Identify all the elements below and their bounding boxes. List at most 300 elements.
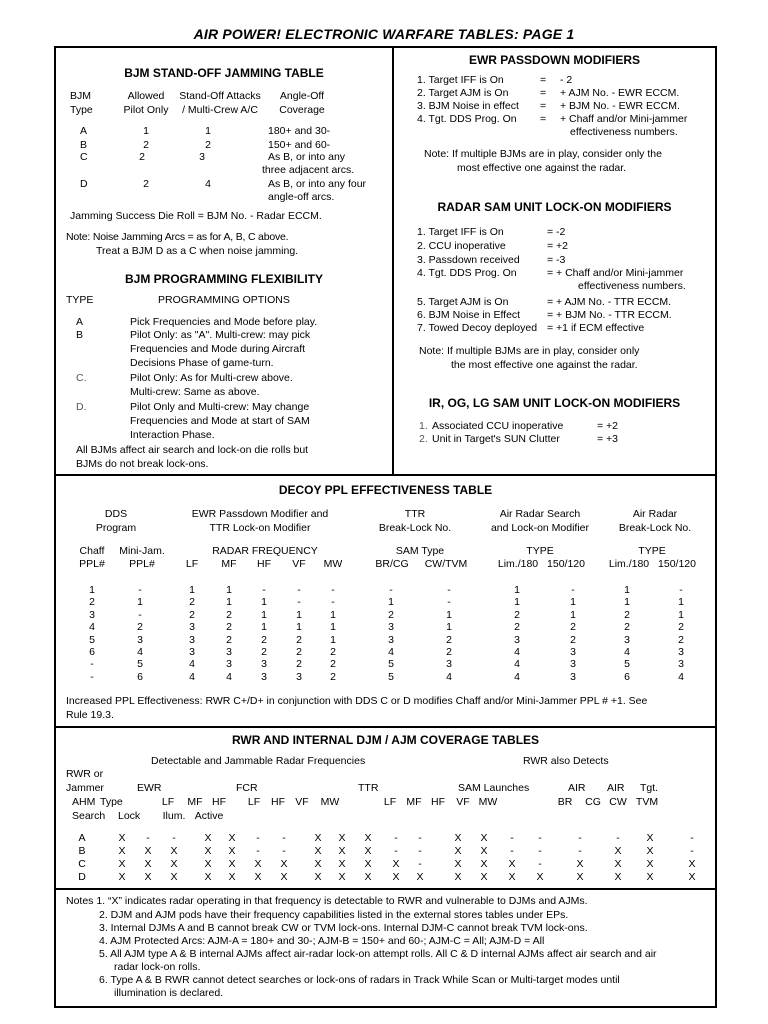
bjm-col-pilot-2: Pilot Only	[123, 104, 169, 116]
rwr-cell: X	[536, 871, 544, 883]
rwr-fcr-freq-header: HF	[271, 796, 285, 808]
decoy-cell: 2	[226, 608, 232, 621]
prog-d-line: Pilot Only and Multi-crew: May change	[130, 401, 310, 413]
bjm-row-multi: 2	[205, 139, 211, 151]
decoy-cell: 2	[296, 658, 302, 671]
decoy-cell: -	[138, 608, 142, 621]
decoy-cell: 4	[388, 646, 394, 658]
decoy-cell: 1	[330, 621, 336, 634]
rwr-ewr-active-header: Active	[194, 810, 224, 822]
decoy-freq-header: MF	[221, 558, 237, 570]
decoy-cell: 5	[388, 670, 394, 683]
rwr-cell: B	[78, 845, 86, 857]
decoy-cell: -	[90, 670, 94, 683]
decoy-cell: 2	[296, 633, 302, 646]
decoy-cell: 2	[446, 646, 452, 658]
ewr-label: 3. BJM Noise in effect	[417, 100, 519, 112]
note-6a: 6. Type A & B RWR cannot detect searches or lock-ons of radars in Track While Scan or Multi-target modes until	[99, 974, 620, 986]
rwr-cell: X	[204, 871, 212, 883]
decoy-type2: TYPE	[638, 545, 666, 557]
rwr-cell: X	[646, 858, 654, 870]
rwr-grp-ttr: TTR	[358, 782, 379, 794]
decoy-cell: 3	[678, 658, 684, 671]
decoy-type: TYPE	[526, 545, 554, 557]
decoy-cell: 2	[570, 633, 576, 646]
decoy-cell: 2	[89, 596, 95, 609]
radar-sam-val: = + BJM No. - TTR ECCM.	[547, 309, 672, 321]
radar-sam-note-1: Note: If multiple BJMs are in play, consider only	[419, 345, 640, 357]
rwr-heading: RWR AND INTERNAL DJM / AJM COVERAGE TABLES	[231, 733, 540, 747]
radar-sam-label: 4. Tgt. DDS Prog. On	[417, 267, 517, 279]
ewr-label: 2. Target AJM is On	[417, 87, 509, 99]
rwr-cell: X	[204, 832, 212, 844]
rwr-cell: -	[690, 845, 694, 857]
rwr-cell: -	[282, 845, 286, 857]
decoy-freq-header: MW	[323, 558, 343, 570]
rwr-ewr-freq-header: HF	[212, 796, 226, 808]
decoy-cell: 1	[678, 596, 684, 609]
decoy-cell: 3	[446, 658, 452, 671]
rwr-cell: -	[256, 832, 260, 844]
rwr-cell: X	[480, 858, 488, 870]
decoy-cell: 3	[388, 633, 394, 646]
rwr-cell: X	[392, 858, 400, 870]
decoy-footnote-2: Rule 19.3.	[66, 709, 114, 721]
prog-b-line: Decisions Phase of game-turn.	[130, 357, 274, 369]
decoy-cell: -	[138, 584, 142, 596]
rwr-cell: X	[364, 845, 372, 857]
note-5b: radar lock-on rolls.	[114, 961, 201, 973]
decoy-chaff-1: Chaff	[79, 545, 105, 557]
decoy-cell: 2	[624, 621, 630, 634]
bjm-prog-heading: BJM PROGRAMMING FLEXIBILITY	[125, 272, 323, 286]
note-1: Notes 1. “X” indicates radar operating in that frequency is detectable to RWR and vulnerable to DJMs and AJMs.	[66, 895, 588, 907]
decoy-cell: 3	[89, 608, 95, 621]
radar-sam-label: 5. Target AJM is On	[417, 296, 509, 308]
rwr-cell: X	[364, 832, 372, 844]
rwr-cell: -	[690, 832, 694, 844]
decoy-cell: 1	[189, 584, 195, 596]
prog-b-label: B	[76, 329, 84, 341]
rwr-grp-ewr: EWR	[137, 782, 162, 794]
decoy-freq-header: LF	[185, 558, 199, 570]
rwr-fcr-freq-header: VF	[295, 796, 309, 808]
noise-note-2: Treat a BJM D as a C when noise jamming.	[96, 245, 299, 257]
rwr-cell: X	[228, 871, 236, 883]
prog-d-line: Frequencies and Mode at start of SAM	[130, 415, 310, 427]
ir-sam-val: = +3	[597, 433, 619, 445]
rwr-cell: X	[508, 858, 516, 870]
ewr-val: - 2	[560, 74, 573, 86]
decoy-cell: 1	[330, 608, 336, 621]
decoy-cell: 1	[446, 608, 452, 621]
bjm-standoff-heading: BJM STAND-OFF JAMMING TABLE	[124, 66, 324, 80]
radar-sam-val: = + Chaff and/or Mini-jammer	[547, 267, 684, 279]
decoy-freq-header: HF	[257, 558, 271, 570]
decoy-cell: 3	[678, 646, 684, 658]
decoy-ttr-1: TTR	[404, 508, 426, 520]
decoy-cell: 1	[570, 596, 576, 609]
ewr-eq: =	[540, 113, 547, 125]
ewr-eq: =	[540, 87, 547, 99]
ir-sam-val: = +2	[597, 420, 619, 432]
decoy-cell: 3	[261, 670, 267, 683]
decoy-cell: 1	[514, 584, 520, 596]
bjm-row-type: A	[80, 125, 88, 137]
note-3: 3. Internal DJMs A and B cannot break CW or TVM lock-ons. Internal DJM-C cannot break TVM lock-ons.	[99, 922, 588, 934]
decoy-cell: 3	[137, 633, 143, 646]
prog-all-line: All BJMs affect air search and lock-on die rolls but	[76, 444, 309, 456]
decoy-cell: 4	[624, 646, 630, 658]
bjm-row-multi: 4	[205, 178, 211, 190]
note-4: 4. AJM Protected Arcs: AJM-A = 180+ and 30-; AJM-B = 150+ and 60-; AJM-C = All; AJM-D = All	[99, 935, 545, 947]
rwr-cell: X	[392, 871, 400, 883]
rwr-cell: X	[646, 871, 654, 883]
bjm-col-type-2: Type	[70, 104, 93, 116]
rwr-cell: X	[204, 845, 212, 857]
decoy-air2-header: Lim./180	[608, 558, 650, 570]
ewr-eq: =	[540, 74, 547, 86]
decoy-cell: 3	[189, 621, 195, 634]
ewr-eq: =	[540, 100, 547, 112]
rwr-cell: -	[418, 832, 422, 844]
bjm-row-cov: 150+ and 60-	[268, 139, 331, 151]
ir-sam-num: 2.	[419, 433, 428, 445]
decoy-cell: 1	[514, 596, 520, 609]
rwr-cell: X	[118, 845, 126, 857]
bjm-row-cov-cont: angle-off arcs.	[268, 191, 335, 203]
rwr-extra-header: TVM	[635, 796, 659, 808]
decoy-freq-header: VF	[292, 558, 306, 570]
decoy-cell: -	[331, 584, 335, 596]
decoy-footnote-1: Increased PPL Effectiveness: RWR C+/D+ in conjunction with DDS C or D modifies Chaff and/or Mini-Jammer PPL # +1. See	[66, 695, 648, 707]
rwr-cell: X	[118, 858, 126, 870]
decoy-cell: 1	[388, 596, 394, 609]
decoy-cell: 2	[261, 646, 267, 658]
rwr-cell: X	[338, 858, 346, 870]
bjm-row-type: D	[80, 178, 88, 190]
decoy-cell: 2	[261, 633, 267, 646]
rwr-ttr-freq-header: MF	[406, 796, 422, 808]
bjm-row-type: C	[80, 151, 88, 163]
decoy-sam-header: BR/CG	[375, 558, 409, 570]
decoy-cell: 6	[624, 670, 630, 683]
ir-sam-label: Associated CCU inoperative	[432, 420, 564, 432]
prog-d-label: D.	[76, 401, 87, 413]
radar-sam-val: = +1 if ECM effective	[547, 322, 645, 334]
decoy-cell: -	[571, 584, 575, 596]
rwr-cell: X	[254, 858, 262, 870]
prog-a-text: Pick Frequencies and Mode before play.	[130, 316, 318, 328]
bjm-col-cov-2: Coverage	[279, 104, 325, 116]
decoy-cell: 1	[678, 608, 684, 621]
rwr-cell: -	[172, 832, 176, 844]
decoy-cell: 1	[296, 621, 302, 634]
rwr-sub-detects: RWR also Detects	[523, 755, 609, 767]
bjm-row-type: B	[80, 139, 88, 151]
ewr-note-1: Note: If multiple BJMs are in play, consider only the	[424, 148, 662, 160]
decoy-mini-1: Mini-Jam.	[119, 545, 165, 557]
decoy-air2-header: 150/120	[658, 558, 696, 570]
prog-d-line: Interaction Phase.	[130, 429, 215, 441]
page-title: AIR POWER! ELECTRONIC WARFARE TABLES: PAGE 1	[193, 26, 575, 42]
rwr-cell: -	[578, 832, 582, 844]
rwr-ewr-freq-header: LF	[161, 796, 175, 808]
rwr-cell: -	[146, 832, 150, 844]
decoy-cell: 4	[137, 646, 143, 658]
decoy-cell: 2	[296, 646, 302, 658]
prog-b-line: Frequencies and Mode during Aircraft	[130, 343, 306, 355]
decoy-cell: 1	[261, 621, 267, 634]
decoy-cell: -	[331, 596, 335, 609]
prog-c-line: Multi-crew: Same as above.	[130, 386, 260, 398]
decoy-cell: -	[297, 584, 301, 596]
rwr-cell: C	[78, 858, 86, 870]
decoy-air-break-1: Air Radar	[632, 508, 678, 520]
rwr-cell: X	[646, 845, 654, 857]
decoy-chaff-2: PPL#	[79, 558, 105, 570]
rwr-lh5: Search	[72, 810, 106, 822]
bjm-row-pilot: 1	[143, 125, 149, 137]
decoy-cell: 4	[189, 670, 195, 683]
decoy-cell: 1	[226, 584, 232, 596]
rwr-cell: A	[78, 832, 86, 844]
rwr-cell: D	[78, 871, 86, 883]
ewr-heading: EWR PASSDOWN MODIFIERS	[468, 53, 641, 67]
rwr-cell: X	[646, 832, 654, 844]
rwr-cell: X	[338, 832, 346, 844]
bjm-row-multi: 1	[205, 125, 211, 137]
rwr-cell: X	[170, 871, 178, 883]
bjm-col-multi-1: Stand-Off Attacks	[179, 90, 261, 102]
rwr-cell: -	[578, 845, 582, 857]
decoy-cell: 2	[678, 621, 684, 634]
rwr-cell: X	[144, 858, 152, 870]
rwr-cell: X	[314, 832, 322, 844]
radar-sam-val: = -3	[547, 254, 566, 266]
rwr-cell: X	[228, 845, 236, 857]
radar-sam-label: 3. Passdown received	[417, 254, 520, 266]
bjm-row-cov: As B, or into any four	[268, 178, 367, 190]
decoy-dds-2: Program	[95, 522, 137, 534]
bjm-row-cov-cont: three adjacent arcs.	[262, 164, 355, 176]
decoy-cell: 6	[89, 646, 95, 658]
decoy-heading: DECOY PPL EFFECTIVENESS TABLE	[278, 483, 493, 497]
ewr-val-cont: effectiveness numbers.	[570, 126, 678, 138]
bjm-row-cov: 180+ and 30-	[268, 125, 331, 137]
decoy-cell: -	[679, 584, 683, 596]
decoy-cell: 3	[514, 633, 520, 646]
decoy-cell: 3	[388, 621, 394, 634]
radar-sam-label: 2. CCU inoperative	[417, 240, 506, 252]
rwr-cell: X	[480, 845, 488, 857]
decoy-cell: 5	[388, 658, 394, 671]
decoy-cell: 2	[189, 608, 195, 621]
radar-sam-label: 6. BJM Noise in Effect	[417, 309, 521, 321]
decoy-cell: -	[389, 584, 393, 596]
radar-sam-heading: RADAR SAM UNIT LOCK-ON MODIFIERS	[437, 200, 672, 214]
rwr-cell: X	[416, 871, 424, 883]
rwr-cell: -	[418, 858, 422, 870]
jamming-success-roll: Jamming Success Die Roll = BJM No. - Radar ECCM.	[70, 210, 322, 222]
decoy-sam-header: CW/TVM	[424, 558, 468, 570]
radar-sam-val-cont: effectiveness numbers.	[578, 280, 686, 292]
rwr-lh3: AHM	[72, 796, 96, 808]
ir-sam-heading: IR, OG, LG SAM UNIT LOCK-ON MODIFIERS	[428, 396, 681, 410]
prog-a-label: A	[76, 316, 84, 328]
rwr-sub-freqs: Detectable and Jammable Radar Frequencies	[151, 755, 366, 767]
rwr-cell: X	[576, 858, 584, 870]
ewr-val: + AJM No. - EWR ECCM.	[560, 87, 680, 99]
decoy-cell: 2	[137, 621, 143, 634]
rwr-cell: X	[228, 858, 236, 870]
ir-sam-num: 1.	[419, 420, 428, 432]
decoy-cell: 2	[624, 608, 630, 621]
rwr-cell: -	[394, 845, 398, 857]
decoy-cell: 3	[189, 646, 195, 658]
rwr-fcr-freq-header: LF	[247, 796, 261, 808]
decoy-cell: 1	[261, 596, 267, 609]
decoy-cell: 1	[89, 584, 95, 596]
decoy-air-search-2: and Lock-on Modifier	[490, 522, 590, 534]
rwr-cell: X	[144, 871, 152, 883]
decoy-dds-1: DDS	[104, 508, 128, 520]
decoy-cell: -	[262, 584, 266, 596]
rwr-cell: X	[314, 845, 322, 857]
rwr-ttr-freq-header: HF	[431, 796, 445, 808]
decoy-cell: 2	[330, 646, 336, 658]
decoy-cell: -	[447, 584, 451, 596]
rwr-cell: X	[280, 871, 288, 883]
rwr-ewr-freq-header: MF	[187, 796, 203, 808]
decoy-cell: 3	[226, 646, 232, 658]
bjm-row-cov: As B, or into any	[268, 151, 346, 163]
decoy-cell: 4	[514, 646, 520, 658]
decoy-cell: -	[447, 596, 451, 609]
rwr-lh2: Jammer	[66, 782, 104, 794]
rwr-extra-header: CW	[609, 796, 627, 808]
rwr-cell: X	[480, 871, 488, 883]
rwr-lh4: Type	[100, 796, 123, 808]
decoy-cell: 1	[296, 608, 302, 621]
decoy-mini-2: PPL#	[129, 558, 155, 570]
rwr-cell: -	[616, 832, 620, 844]
ewr-label: 4. Tgt. DDS Prog. On	[417, 113, 517, 125]
decoy-cell: 4	[446, 670, 452, 683]
bjm-row-pilot: 2	[143, 178, 149, 190]
rwr-cell: X	[338, 845, 346, 857]
rwr-cell: X	[338, 871, 346, 883]
decoy-cell: 2	[446, 633, 452, 646]
decoy-cell: 2	[388, 608, 394, 621]
rwr-cell: X	[454, 858, 462, 870]
ir-sam-label: Unit in Target's SUN Clutter	[432, 433, 560, 445]
decoy-cell: 3	[624, 633, 630, 646]
rwr-cell: X	[576, 871, 584, 883]
decoy-cell: 1	[446, 621, 452, 634]
rwr-cell: X	[454, 871, 462, 883]
decoy-cell: 3	[261, 658, 267, 671]
decoy-ewr-1: EWR Passdown Modifier and	[191, 508, 329, 520]
radar-sam-label: 7. Towed Decoy deployed	[417, 322, 538, 334]
decoy-cell: 4	[189, 658, 195, 671]
decoy-cell: 4	[514, 658, 520, 671]
rwr-cell: X	[364, 871, 372, 883]
decoy-air-break-2: Break-Lock No.	[618, 522, 692, 534]
rwr-cell: X	[614, 858, 622, 870]
radar-sam-label: 1. Target IFF is On	[417, 226, 504, 238]
decoy-cell: 2	[189, 596, 195, 609]
decoy-cell: 3	[226, 658, 232, 671]
prog-c-line: Pilot Only: As for Multi-crew above.	[130, 372, 293, 384]
decoy-cell: 3	[296, 670, 302, 683]
rwr-cell: X	[254, 871, 262, 883]
decoy-cell: 2	[330, 658, 336, 671]
decoy-cell: 2	[678, 633, 684, 646]
decoy-cell: 1	[570, 608, 576, 621]
decoy-cell: -	[90, 658, 94, 671]
rwr-ewr-illum-header: Ilum.	[162, 810, 186, 822]
rwr-cell: -	[538, 832, 542, 844]
ewr-val: + BJM No. - EWR ECCM.	[560, 100, 680, 112]
decoy-air-search-1: Air Radar Search	[499, 508, 581, 520]
decoy-cell: 5	[137, 658, 143, 671]
noise-note-1: Note: Noise Jamming Arcs = as for A, B, C above.	[66, 231, 289, 243]
rwr-cell: -	[510, 832, 514, 844]
decoy-cell: 2	[226, 621, 232, 634]
rwr-ttr-freq-header: MW	[478, 796, 498, 808]
rwr-extra-header: CG	[585, 796, 601, 808]
rwr-cell: -	[510, 845, 514, 857]
ewr-label: 1. Target IFF is On	[417, 74, 504, 86]
rwr-cell: X	[144, 845, 152, 857]
bjm-col-cov-1: Angle-Off	[279, 90, 325, 102]
radar-sam-val: = -2	[547, 226, 566, 238]
decoy-cell: -	[297, 596, 301, 609]
rwr-grp-air2: AIR	[607, 782, 625, 794]
decoy-cell: 4	[514, 670, 520, 683]
decoy-cell: 1	[624, 596, 630, 609]
rwr-grp-fcr: FCR	[236, 782, 258, 794]
rwr-ttr-freq-header: VF	[456, 796, 470, 808]
decoy-cell: 4	[226, 670, 232, 683]
rwr-cell: X	[170, 845, 178, 857]
radar-sam-note-2: the most effective one against the radar.	[451, 359, 638, 371]
decoy-ewr-2: TTR Lock-on Modifier	[209, 522, 311, 534]
decoy-cell: 4	[89, 621, 95, 634]
decoy-air-header: Lim./180	[497, 558, 539, 570]
bjm-row-multi: 3	[199, 151, 205, 163]
decoy-radar-freq: RADAR FREQUENCY	[212, 545, 318, 557]
bjm-col-pilot-1: Allowed	[127, 90, 165, 102]
bjm-col-type-1: BJM	[70, 90, 91, 102]
rwr-cell: -	[282, 832, 286, 844]
decoy-cell: 1	[261, 608, 267, 621]
decoy-cell: 2	[514, 621, 520, 634]
rwr-cell: -	[394, 832, 398, 844]
note-5a: 5. All AJM type A & B internal AJMs affect air-radar lock-on attempt rolls. All C & D internal AJMs affect air search and air	[99, 948, 657, 960]
rwr-cell: -	[418, 845, 422, 857]
decoy-cell: 3	[570, 670, 576, 683]
rwr-cell: X	[614, 845, 622, 857]
prog-col-type: TYPE	[66, 294, 94, 306]
rwr-grp-sam: SAM Launches	[458, 782, 530, 794]
rwr-cell: X	[364, 858, 372, 870]
rwr-cell: -	[538, 845, 542, 857]
prog-col-options: PROGRAMMING OPTIONS	[158, 294, 290, 306]
rwr-cell: X	[204, 858, 212, 870]
decoy-cell: 2	[226, 633, 232, 646]
